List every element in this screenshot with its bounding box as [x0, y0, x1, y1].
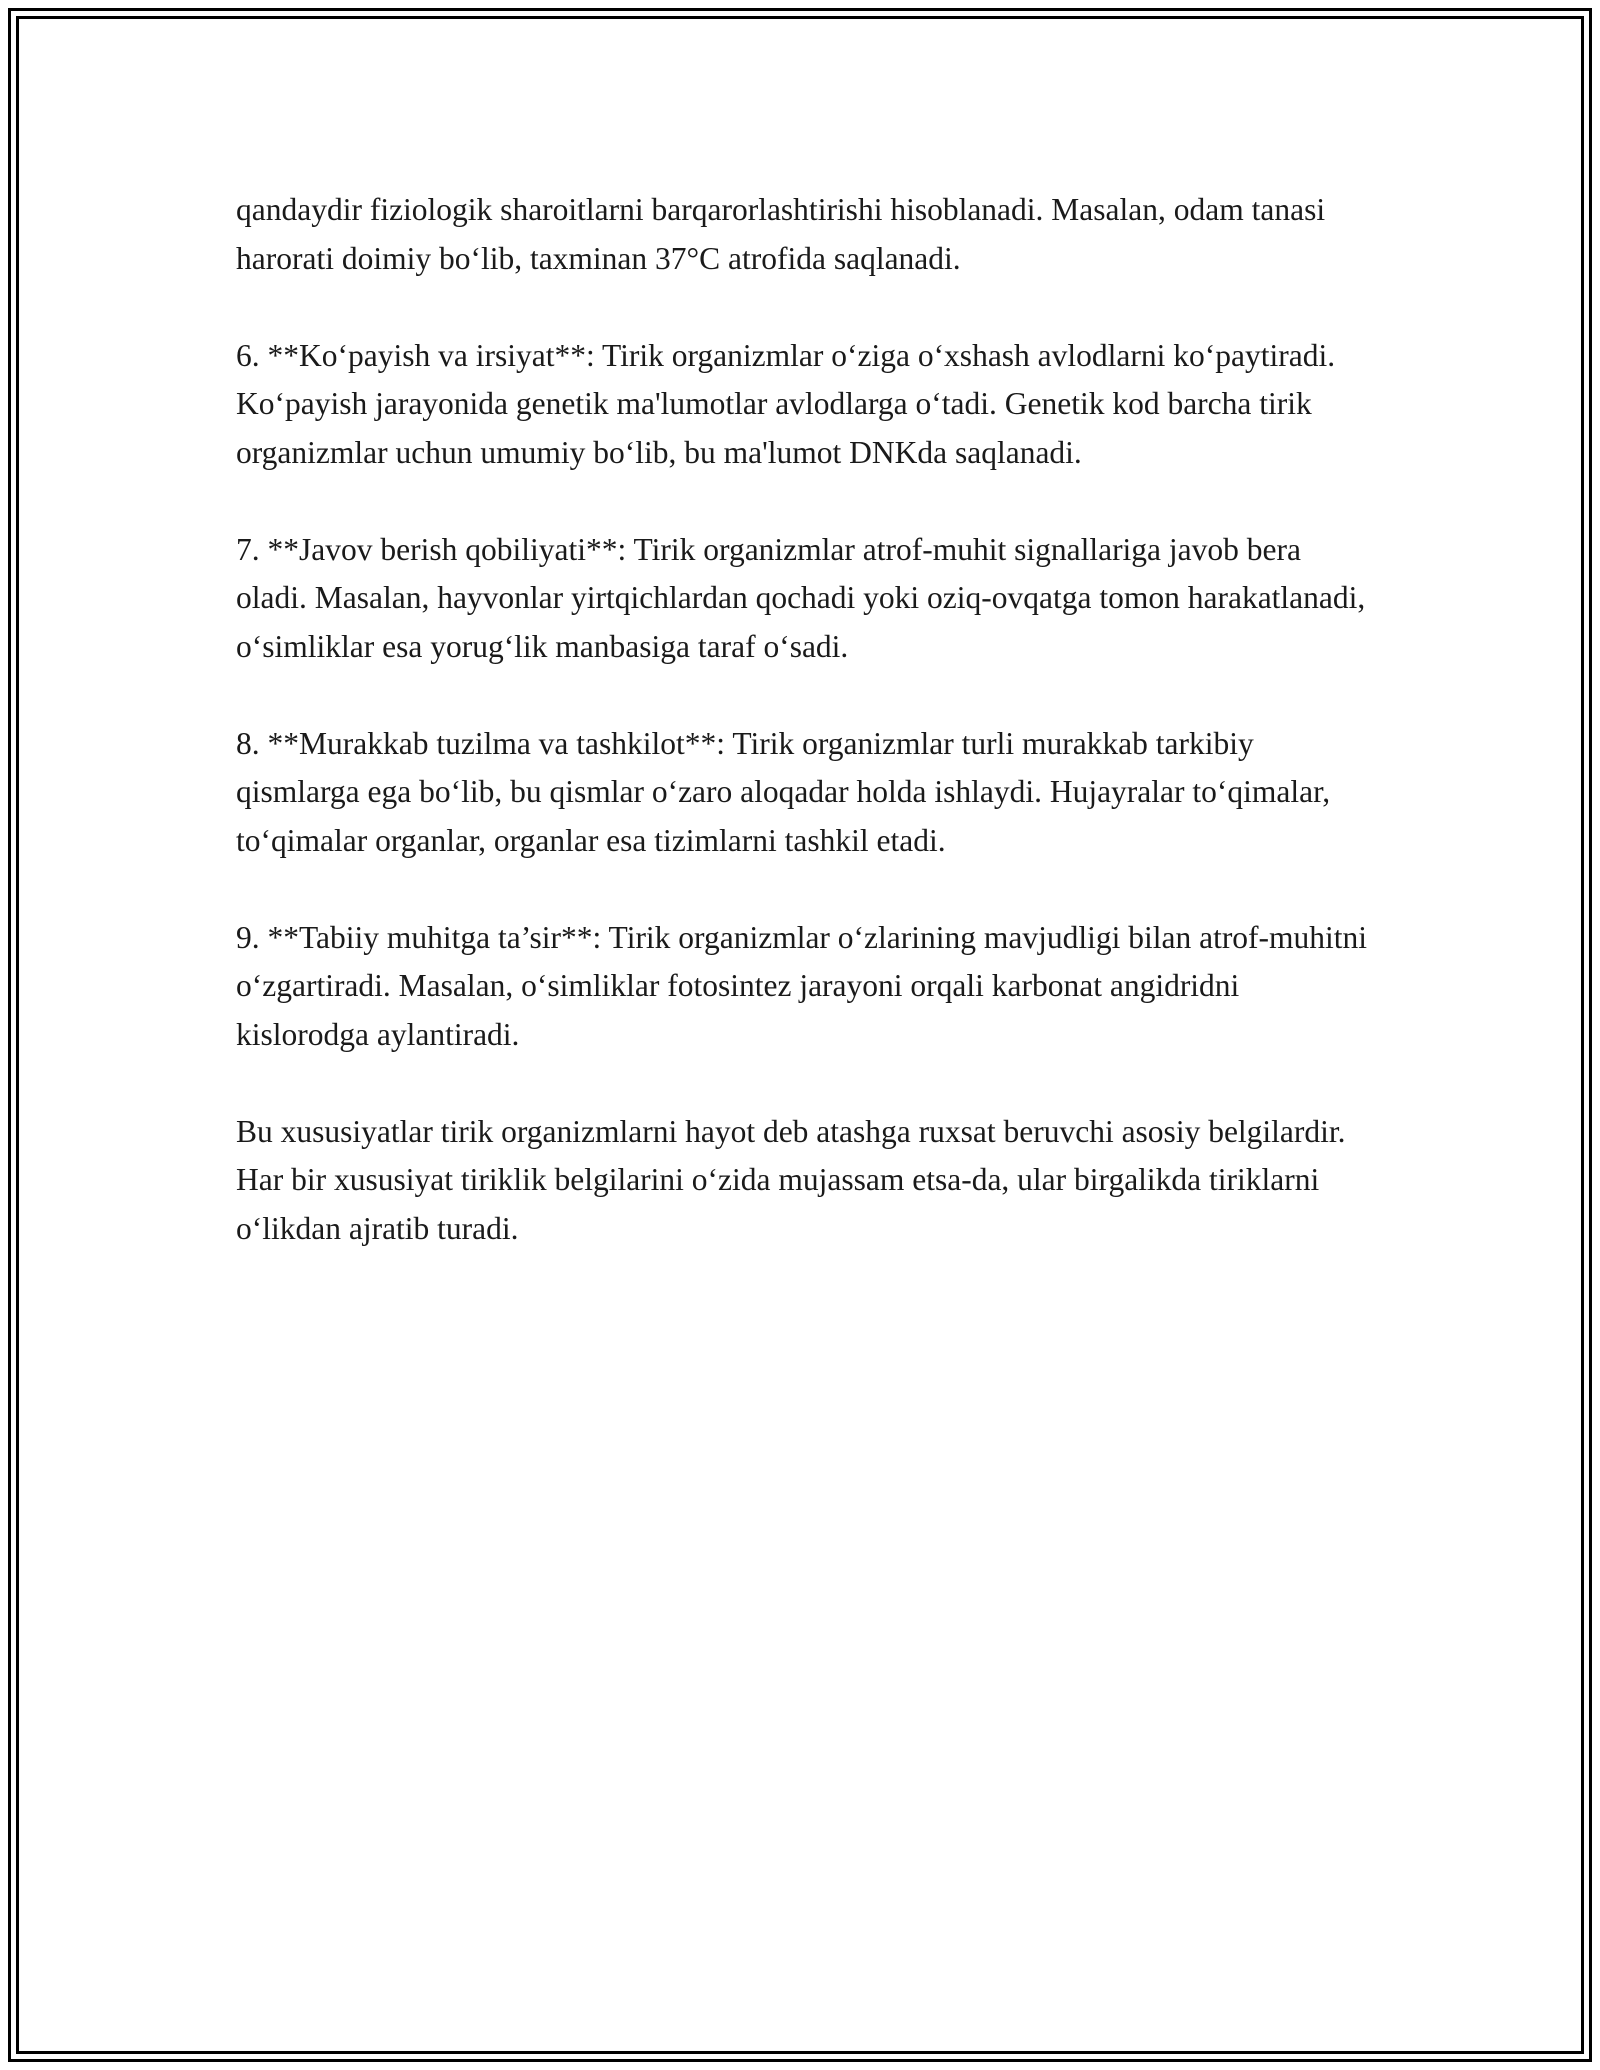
list-item-9-paragraph: 9. **Tabiiy muhitga ta’sir**: Tirik organizmlar o‘zlarining mavjudligi bilan atrof-muhitni o‘zgartiradi. Masalan, o‘simliklar fotosintez jarayoni orqali karbonat angidridni kislorodga aylantiradi. [236, 919, 1368, 1052]
paragraph-continuation: qandaydir fiziologik sharoitlarni barqarorlashtirishi hisoblanadi. Masalan, odam tanasi harorati doimiy bo‘lib, taxminan 37°C atrofida saqlanadi. [236, 192, 1326, 276]
list-item-8-paragraph: 8. **Murakkab tuzilma va tashkilot**: Tirik organizmlar turli murakkab tarkibiy qismlarga ega bo‘lib, bu qismlar o‘zaro aloqadar holda ishlaydi. Hujayralar to‘qimalar, to‘qimalar organlar, organlar esa tizimlarni tashkil etadi. [236, 725, 1331, 858]
document-body [236, 186, 1376, 1302]
list-item-7-paragraph: 7. **Javov berish qobiliyati**: Tirik organizmlar atrof-muhit signallariga javob bera oladi. Masalan, hayvonlar yirtqichlardan qochadi yoki oziq-ovqatga tomon harakatlanadi, o‘simliklar esa yorug‘lik manbasiga taraf o‘sadi. [236, 531, 1366, 664]
list-item-6-paragraph: 6. **Ko‘payish va irsiyat**: Tirik organizmlar o‘ziga o‘xshash avlodlarni ko‘paytiradi. Ko‘payish jarayonida genetik ma'lumotlar avlodlarga o‘tadi. Genetik kod barcha tirik organizmlar uchun umumiy bo‘lib, bu ma'lumot DNKda saqlanadi. [236, 337, 1336, 470]
conclusion-paragraph: Bu xususiyatlar tirik organizmlarni hayot deb atashga ruxsat beruvchi asosiy belgilardir. Har bir xususiyat tiriklik belgilarini o‘zida mujassam etsa-da, ular birgalikda tiriklarni o‘likdan ajratib turadi. [236, 1113, 1346, 1246]
